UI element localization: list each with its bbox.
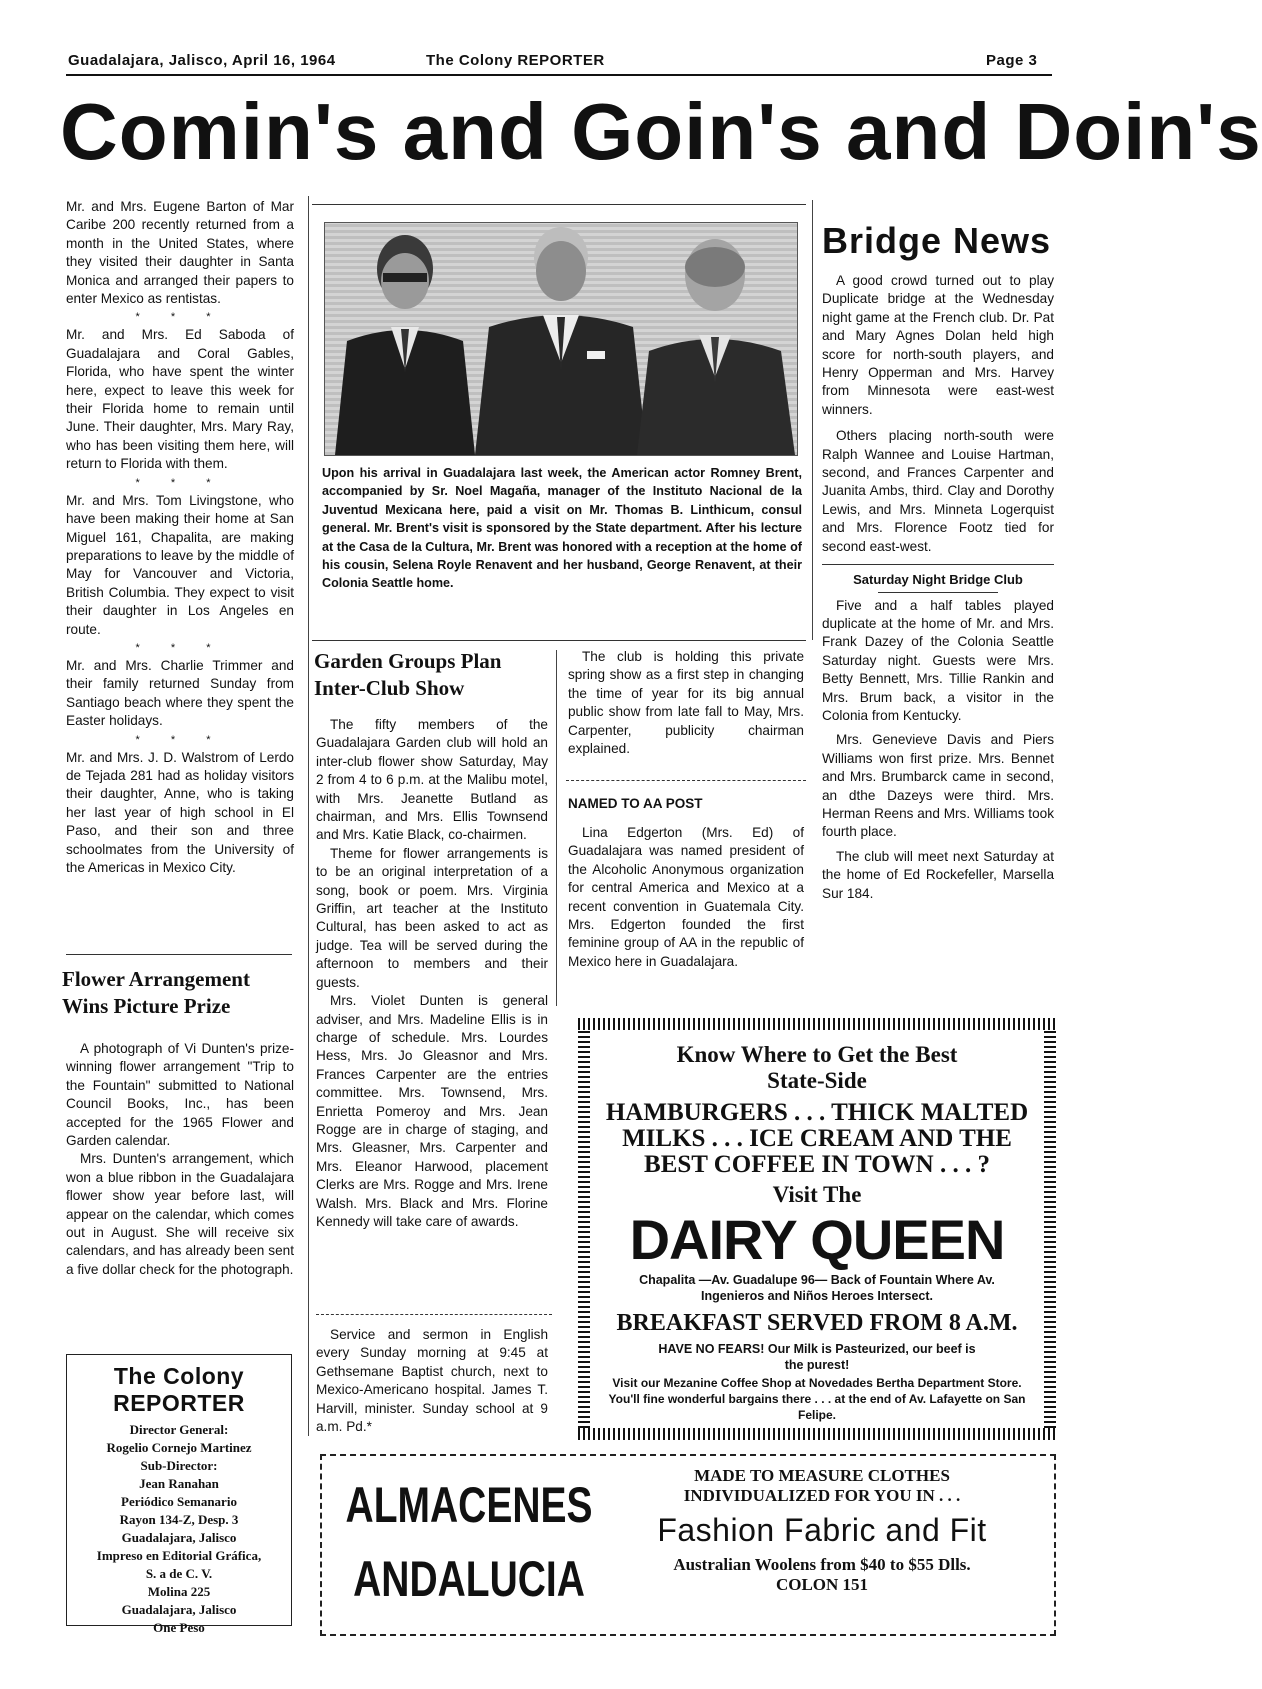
dq-ad-brand: DAIRY QUEEN <box>629 1208 1005 1271</box>
masthead-line: Molina 225 <box>147 1584 211 1599</box>
aa-post-title: NAMED TO AA POST <box>568 796 703 811</box>
photo-caption: Upon his arrival in Guadalajara last week, the American actor Romney Brent, accompanied by Sr. Noel Magaña, manager of the Instituto Nacional de la Juventud Mexicana here, paid a visit on Mr. Thomas B. Linthicum, consul general. Mr. Brent's visit is sponsored by the State department. After his lecture at the Casa de la Cultura, Mr. Brent was honored with a reception at the home of his cousin, Selena Royle Renavent and her husband, George Renavent, at their Colonia Seattle home. <box>322 466 802 591</box>
social-note: Mr. and Mrs. Tom Livingstone, who have been making their home at San Miguel 161, Chapalita, are making preparations to leave by the middle of May for Vancouver and Victoria, British Columbia. They expect to visit their daughter in Los Angeles en route. <box>66 492 294 637</box>
flower-paragraph: Mrs. Dunten's arrangement, which won a blue ribbon in the Guadalajara flower show year before last, will appear on the calendar, which comes out in August. She will receive six calendars, and has already been sent a five dollar check for the photograph. <box>66 1151 294 1277</box>
social-note: Mr. and Mrs. Ed Saboda of Guadalajara and Coral Gables, Florida, who have spent the winter here, expect to leave this week for their Florida home to remain until June. Their daughter, Mrs. Mary Ray, who has been visiting them here, will return to Florida with them. <box>66 327 294 472</box>
dq-ad-mezzanine: Visit our Mezanine Coffee Shop at Novedades Bertha Department Store. You'll fine wonderful bargains there . . . at the end of Av. Lafayette on San Felipe. <box>608 1376 1026 1422</box>
bridge-paragraph: A good crowd turned out to play Duplicate bridge at the Wednesday night game at the French club. Dr. Pat and Mary Agnes Dolan held high score for north-south players, and Henry Opperman and Mrs. Harvey from Minnesota were east-west winners. <box>822 273 1054 417</box>
star-separator: * * * <box>135 311 225 324</box>
social-note: Mr. and Mrs. Charlie Trimmer and their family returned Sunday from Santiago beach where they spent the Easter holidays. <box>66 657 294 729</box>
star-separator: * * * <box>135 733 225 746</box>
masthead-line: Sub-Director: <box>140 1458 218 1473</box>
news-photo <box>324 222 798 456</box>
masthead-box <box>66 1354 292 1635</box>
masthead-line: Rogelio Cornejo Martinez <box>106 1440 252 1455</box>
garden-article-body <box>316 716 548 1231</box>
folio-page-number: Page 3 <box>986 52 1038 69</box>
flower-article-body <box>66 1040 294 1279</box>
section-rule <box>312 204 806 205</box>
ad-border <box>1044 1030 1056 1428</box>
flower-article-title: Flower Arrangement Wins Picture Prize <box>62 967 250 1018</box>
social-note: Mr. and Mrs. J. D. Walstrom of Lerdo de Tejada 281 had as holiday visitors their daughter, Anne, who is taking her last year of high school in El Paso, and their son and three schoolmates from the University of the Americas in Mexico City. <box>66 749 294 875</box>
masthead-line: Impreso en Editorial Gráfica, <box>96 1548 262 1563</box>
folio-rule <box>66 74 1052 76</box>
column-rule <box>812 200 813 640</box>
almacenes-line: MADE TO MEASURE CLOTHES <box>694 1466 950 1485</box>
section-rule <box>312 640 806 641</box>
ad-border <box>578 1030 590 1428</box>
section-rule <box>566 780 806 781</box>
bridge-paragraph: Mrs. Genevieve Davis and Piers Williams won first prize. Mrs. Bennet and Mrs. Brumbarck came in second, an dthe Dazeys were third. Mrs. Herman Reens and Mrs. Williams took fourth place. <box>822 732 1054 840</box>
dairy-queen-ad <box>594 1034 1040 1424</box>
masthead-line: Jean Ranahan <box>139 1476 219 1491</box>
bridge-paragraph: Five and a half tables played duplicate at the home of Mr. and Mrs. Frank Dazey of the Colonia Seattle Saturday night. Guests were Mrs. Betty Bennett, Mrs. Tillie Rankin and Mrs. Brum back, a visitor in the Colonia from Kentucky. <box>822 597 1054 723</box>
section-rule <box>316 1314 552 1315</box>
masthead-line: S. a de C. V. <box>145 1566 213 1581</box>
masthead-line: Periódico Semanario <box>121 1494 237 1509</box>
almacenes-brand-line: ANDALUCIA <box>353 1551 585 1607</box>
masthead-line: Rayon 134-Z, Desp. 3 <box>119 1512 239 1527</box>
star-separator: * * * <box>135 641 225 654</box>
dq-ad-line: Know Where to Get the Best <box>676 1042 958 1067</box>
bridge-paragraph: Others placing north-south were Ralph Wannee and Louise Hartman, second, and Frances Carpenter and Juanita Ambs, third. Clay and Dorothy Lewis, and Mrs. Minneta Logerquist and Mrs. Florence Footz tied for second east-west. <box>822 428 1054 554</box>
almacenes-address: COLON 151 <box>775 1575 869 1594</box>
almacenes-brand <box>338 1468 600 1616</box>
section-rule <box>66 954 292 955</box>
dq-ad-address: Chapalita —Av. Guadalupe 96— Back of Fountain Where Av. Ingenieros and Niños Heroes Intersect. <box>639 1273 995 1303</box>
dq-ad-breakfast: BREAKFAST SERVED FROM 8 A.M. <box>616 1310 1018 1336</box>
social-note: Mr. and Mrs. Eugene Barton of Mar Caribe 200 recently returned from a month in the United States, where they visited their daughter in Santa Monica and arranged their papers to enter Mexico as rentistas. <box>66 199 294 307</box>
bridge-news-body <box>822 272 1054 903</box>
folio-paper-name: The Colony REPORTER <box>426 52 605 69</box>
almacenes-line: INDIVIDUALIZED FOR YOU IN . . . <box>683 1486 961 1505</box>
bridge-news-title: Bridge News <box>822 220 1052 261</box>
almacenes-brand-line: ALMACENES <box>345 1477 593 1533</box>
dq-ad-line: Visit The <box>772 1182 862 1207</box>
page-headline: Comin's and Goin's and Doin's <box>60 87 1262 176</box>
masthead-line: Guadalajara, Jalisco <box>121 1530 237 1545</box>
folio-date: Guadalajara, Jalisco, April 16, 1964 <box>68 52 336 69</box>
masthead-line: One Peso <box>153 1620 205 1635</box>
aa-post-body: Lina Edgerton (Mrs. Ed) of Guadalajara was named president of the Alcoholic Anonymous organization for central America and Mexico at a recent convention in Guatemala City. Mrs. Edgerton founded the first feminine group of AA in the republic of Mexico here in Guadalajara. <box>568 825 804 969</box>
almacenes-ad <box>320 1454 1056 1636</box>
church-notice: Service and sermon in English every Sunday morning at 9:45 at Gethsemane Baptist church, next to Mexico-Americano hospital. James T. Harvill, minister. Sunday school at 9 a.m. Pd.* <box>316 1327 548 1435</box>
masthead-line: Guadalajara, Jalisco <box>121 1602 237 1617</box>
dq-ad-line: State-Side <box>767 1068 867 1093</box>
garden-paragraph: Mrs. Violet Dunten is general adviser, and Mrs. Madeline Ellis is in charge of schedule. Mrs. Lourdes Hess, Mrs. Jo Gleasnor and Mrs. Frances Carpenter are the entries committee. Mrs. Townsend, Mrs. Enrietta Pomeroy and Mrs. Jean Rogge are in charge of staging, and Mrs. Gleasner, Mrs. Carpenter and Mrs. Eleanor Harwood, placement Clerks are Mrs. Rogge and Mrs. Irene Walsh. Mrs. Black and Mrs. Florine Kennedy will take care of awards. <box>316 993 548 1229</box>
column-rule <box>556 650 557 1006</box>
social-notes-column <box>66 198 294 877</box>
column-rule <box>308 196 309 1436</box>
three-men-photo-icon <box>325 223 797 455</box>
almacenes-line: Australian Woolens from $40 to $55 Dlls. <box>673 1555 971 1574</box>
garden-paragraph: The fifty members of the Guadalajara Garden club will hold an inter-club flower show Saturday, May 2 from 4 to 6 p.m. at the Malibu motel, with Mrs. Jeanette Butland as chairman, and Mrs. Ellis Townsend and Mrs. Katie Black, co-chairmen. <box>316 717 548 843</box>
bridge-subhead: Saturday Night Bridge Club <box>853 572 1023 588</box>
ad-border <box>578 1018 1056 1030</box>
masthead-title: The Colony REPORTER <box>113 1363 245 1416</box>
ad-border <box>578 1428 1056 1440</box>
garden-continuation: The club is holding this private spring show as a first step in changing the time of year for its big annual public show from late fall to May, Mrs. Carpenter, publicity chairman explained. <box>568 649 804 757</box>
star-separator: * * * <box>135 476 225 489</box>
flower-paragraph: A photograph of Vi Dunten's prize-winning flower arrangement "Trip to the Fountain" submitted to National Council Books, Inc., has been accepted for the 1965 Flower and Garden calendar. <box>66 1041 294 1149</box>
almacenes-slogan: Fashion Fabric and Fit <box>657 1512 987 1548</box>
masthead-line: Director General: <box>129 1422 229 1437</box>
dq-ad-fears: HAVE NO FEARS! Our Milk is Pasteurized, our beef is the purest! <box>658 1342 976 1372</box>
bridge-paragraph: The club will meet next Saturday at the home of Ed Rockefeller, Marsella Sur 184. <box>822 848 1054 901</box>
dq-ad-menu: HAMBURGERS . . . THICK MALTED MILKS . . . ICE CREAM AND THE BEST COFFEE IN TOWN . . . ? <box>605 1099 1029 1178</box>
garden-paragraph: Theme for flower arrangements is to be an original interpretation of a song, book or poem. Mrs. Virginia Griffin, art teacher at the Instituto Cultural, has been asked to act as judge. Tea will be served during the afternoon to members and their guests. <box>316 845 548 990</box>
garden-article-title: Garden Groups Plan Inter-Club Show <box>314 649 502 700</box>
